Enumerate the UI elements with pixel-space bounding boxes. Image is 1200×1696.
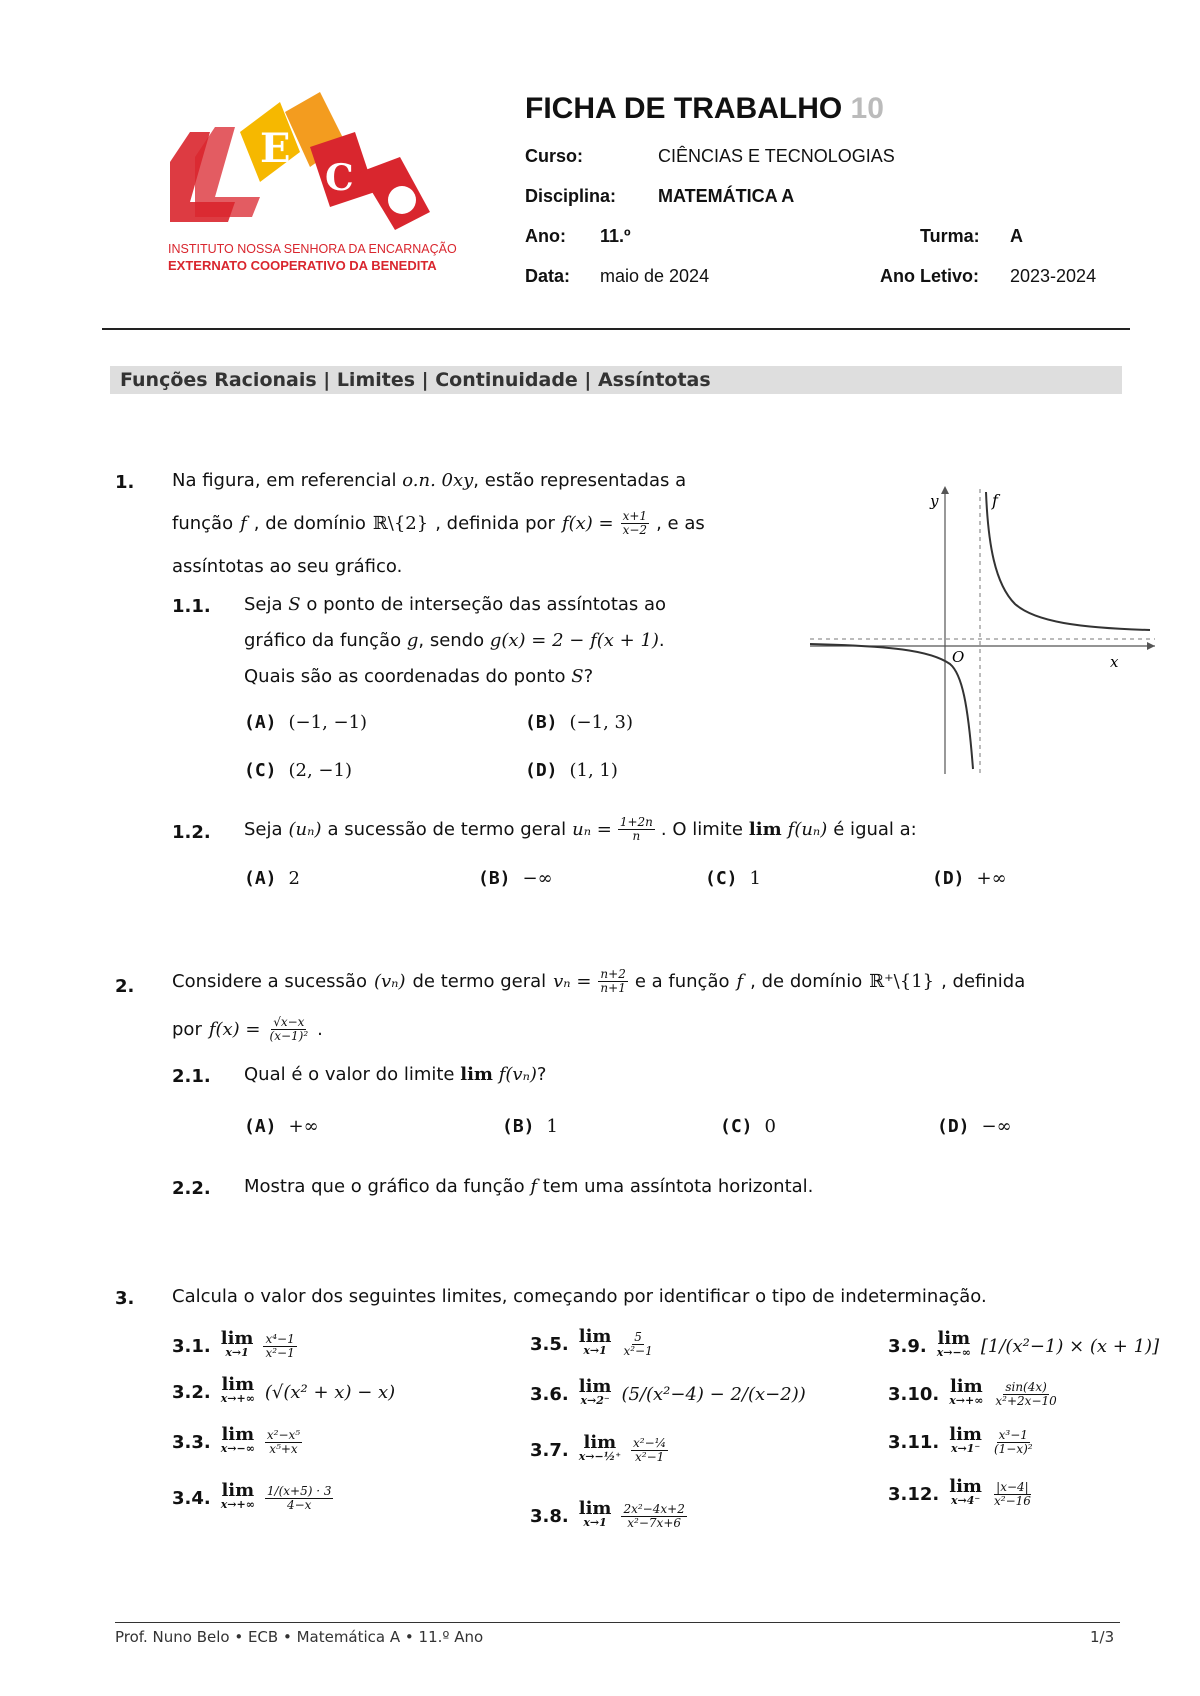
limit-operator: lim x→2⁻ — [578, 1376, 612, 1407]
q2-number: 2. — [115, 976, 135, 997]
graph-f-label: f — [992, 491, 998, 510]
q11-line2: gráfico da função g, sendo g(x) = 2 − f(x + 1). — [244, 630, 665, 651]
q2-fraction-v: $\frac{n+2}{n+1}$ — [600, 967, 626, 995]
q3-number: 3. — [115, 1288, 135, 1309]
limit-operator: lim x→+∞ — [949, 1376, 984, 1407]
ano-label: Ano: — [525, 226, 566, 246]
q21-option-d[interactable]: (D) −∞ — [937, 1116, 1012, 1137]
limit-item — [172, 1480, 333, 1512]
limit-item — [172, 1424, 302, 1456]
topic-text: Funções Racionais | Limites | Continuidade | Assíntotas — [120, 369, 711, 391]
limit-operator: lim x→1⁻ — [949, 1424, 982, 1455]
svg-text:E: E — [260, 125, 291, 172]
q11-line3: Quais são as coordenadas do ponto S? — [244, 666, 594, 687]
q1-line2: função f , de domínio ℝ\{2} , definida por f(x) = $\frac{x+1}{x-2}$ , e as — [172, 509, 705, 537]
header-divider — [102, 328, 1130, 330]
q12-option-a[interactable]: (A) 2 — [244, 868, 300, 889]
limit-item — [530, 1376, 806, 1408]
q21-option-b[interactable]: (B) 1 — [502, 1116, 558, 1137]
turma-label: Turma: — [920, 226, 980, 246]
limit-operator: lim x→1 — [220, 1328, 254, 1359]
letivo-label: Ano Letivo: — [880, 266, 979, 286]
q21-option-a[interactable]: (A) +∞ — [244, 1116, 319, 1137]
logo-line2: EXTERNATO COOPERATIVO DA BENEDITA — [168, 258, 437, 273]
limit-item — [530, 1498, 687, 1530]
limit-expression: (√(x² + x) − x) — [264, 1381, 396, 1403]
q1-number: 1. — [115, 472, 135, 493]
page-number: 1/3 — [1090, 1628, 1115, 1646]
school-logo — [160, 92, 460, 282]
limit-item — [530, 1326, 655, 1358]
curso-value: CIÊNCIAS E TECNOLOGIAS — [658, 146, 895, 166]
data-label: Data: — [525, 266, 571, 286]
limit-item — [888, 1328, 1160, 1360]
limit-operator: lim x→1 — [578, 1498, 612, 1529]
limit-operator: lim x→−∞ — [220, 1424, 255, 1455]
limit-item — [172, 1328, 297, 1360]
q12-fraction: $\frac{1+2n}{n}$ — [619, 815, 653, 843]
q2-line1: Considere a sucessão (vₙ) de termo geral vₙ = $\frac{n+2}{n+1}$ e a função f , de domínio ℝ⁺\{1} , definida — [172, 967, 1026, 995]
limit-item — [888, 1476, 1033, 1508]
limit-operator: lim x→1 — [578, 1326, 612, 1357]
q1-fraction: $\frac{x+1}{x-2}$ — [622, 509, 648, 537]
limit-number: 3.11. — [888, 1431, 940, 1453]
limit-number: 3.7. — [530, 1439, 569, 1461]
q11-option-a[interactable]: (A) (−1, −1) — [244, 712, 368, 733]
limit-item — [530, 1432, 668, 1464]
q11-option-c[interactable]: (C) (2, −1) — [244, 760, 352, 781]
q12-number: 1.2. — [172, 822, 211, 843]
graph-x-label: x — [1110, 653, 1119, 671]
limit-number: 3.6. — [530, 1383, 569, 1405]
turma-value: A — [1010, 226, 1023, 246]
q11-line1: Seja S o ponto de interseção das assíntotas ao — [244, 594, 667, 615]
limit-number: 3.12. — [888, 1483, 940, 1505]
worksheet-title — [525, 92, 884, 126]
q11-number: 1.1. — [172, 596, 211, 617]
q1-line3: assíntotas ao seu gráfico. — [172, 556, 403, 577]
limit-fraction: $\frac{\text{x⁴−1}}{\text{x²−1}}$ — [265, 1331, 295, 1360]
letivo-value: 2023-2024 — [1010, 266, 1097, 286]
q21-number: 2.1. — [172, 1066, 211, 1087]
limit-number: 3.10. — [888, 1383, 940, 1405]
curso-label: Curso: — [525, 146, 583, 166]
limit-number: 3.5. — [530, 1333, 569, 1355]
limit-fraction: $\frac{\text{x³−1}}{\text{(1−x)²}}$ — [993, 1427, 1033, 1456]
title-text: FICHA DE TRABALHO — [525, 92, 843, 125]
q2-line2: por f(x) = $\frac{√x-x}{\text{(x−1)²}}$ . — [172, 1015, 323, 1043]
limit-number: 3.2. — [172, 1381, 211, 1403]
limit-fraction: $\frac{\text{x²−¼}}{\text{x²−1}}$ — [633, 1435, 667, 1464]
limit-operator: lim x→+∞ — [220, 1480, 255, 1511]
limit-expression: [1/(x²−1) × (x + 1)] — [980, 1335, 1160, 1357]
limit-fraction: $\frac{\text{2x²−4x+2}}{\text{x²−7x+6}}$ — [623, 1501, 685, 1530]
q12-option-c[interactable]: (C) 1 — [705, 868, 761, 889]
limit-number: 3.9. — [888, 1335, 927, 1357]
limit-expression: (5/(x²−4) − 2/(x−2)) — [621, 1383, 806, 1405]
footer-text: Prof. Nuno Belo • ECB • Matemática A • 11.º Ano — [115, 1628, 484, 1646]
q21-option-c[interactable]: (C) 0 — [720, 1116, 776, 1137]
logo-line1: INSTITUTO NOSSA SENHORA DA ENCARNAÇÃO — [168, 242, 457, 256]
title-number: 10 — [850, 92, 884, 125]
q22-line: Mostra que o gráfico da função f tem uma assíntota horizontal. — [244, 1176, 814, 1197]
limit-number: 3.8. — [530, 1505, 569, 1527]
limit-operator: lim x→+∞ — [220, 1374, 255, 1405]
limit-number: 3.3. — [172, 1431, 211, 1453]
footer-divider — [115, 1622, 1120, 1623]
limit-item — [888, 1376, 1059, 1408]
ano-value: 11.º — [600, 226, 631, 246]
q22-number: 2.2. — [172, 1178, 211, 1199]
q1-function-graph — [810, 484, 1160, 774]
limit-operator: lim x→−½⁺ — [578, 1432, 622, 1463]
q12-option-d[interactable]: (D) +∞ — [932, 868, 1007, 889]
disciplina-value: MATEMÁTICA A — [658, 186, 795, 206]
topic-bar — [110, 366, 1122, 394]
q12-line: Seja (uₙ) a sucessão de termo geral uₙ = $\frac{1+2n}{n}$ . O limite lim f(uₙ) é igual a: — [244, 815, 917, 843]
q3-text: Calcula o valor dos seguintes limites, começando por identificar o tipo de indeterminação. — [172, 1286, 987, 1307]
limit-number: 3.4. — [172, 1487, 211, 1509]
q11-option-d[interactable]: (D) (1, 1) — [525, 760, 618, 781]
limit-fraction: $\frac{1/(x+5) \cdot 3}{4-x}$ — [266, 1483, 332, 1512]
svg-text:C: C — [325, 157, 354, 199]
limit-item — [888, 1424, 1035, 1456]
q2-fraction-f: $\frac{√x-x}{\text{(x−1)²}}$ — [269, 1015, 309, 1043]
disciplina-label: Disciplina: — [525, 186, 617, 206]
data-value: maio de 2024 — [600, 266, 710, 286]
q1-line1: Na figura, em referencial o.n. 0xy, estão representadas a — [172, 470, 687, 491]
q11-option-b[interactable]: (B) (−1, 3) — [525, 712, 633, 733]
q12-option-b[interactable]: (B) −∞ — [478, 868, 553, 889]
limit-fraction: $\frac{5}{\text{x²−1}}$ — [623, 1329, 653, 1358]
graph-origin-label: O — [952, 648, 965, 666]
limit-operator: lim x→4⁻ — [949, 1476, 982, 1507]
q21-line: Qual é o valor do limite lim f(vₙ)? — [244, 1064, 547, 1085]
limit-number: 3.1. — [172, 1335, 211, 1357]
graph-y-label: y — [930, 492, 939, 510]
limit-fraction: $\frac{\text{x²−x⁵}}{\text{x⁵+x}}$ — [266, 1427, 301, 1456]
limit-operator: lim x→−∞ — [936, 1328, 971, 1359]
limit-fraction: $\frac{|x-4|}{\text{x²−16}}$ — [993, 1479, 1031, 1508]
limit-item — [172, 1374, 396, 1406]
limit-fraction: $\frac{\sin(4x)}{\text{x²+2x−10}}$ — [995, 1379, 1057, 1408]
